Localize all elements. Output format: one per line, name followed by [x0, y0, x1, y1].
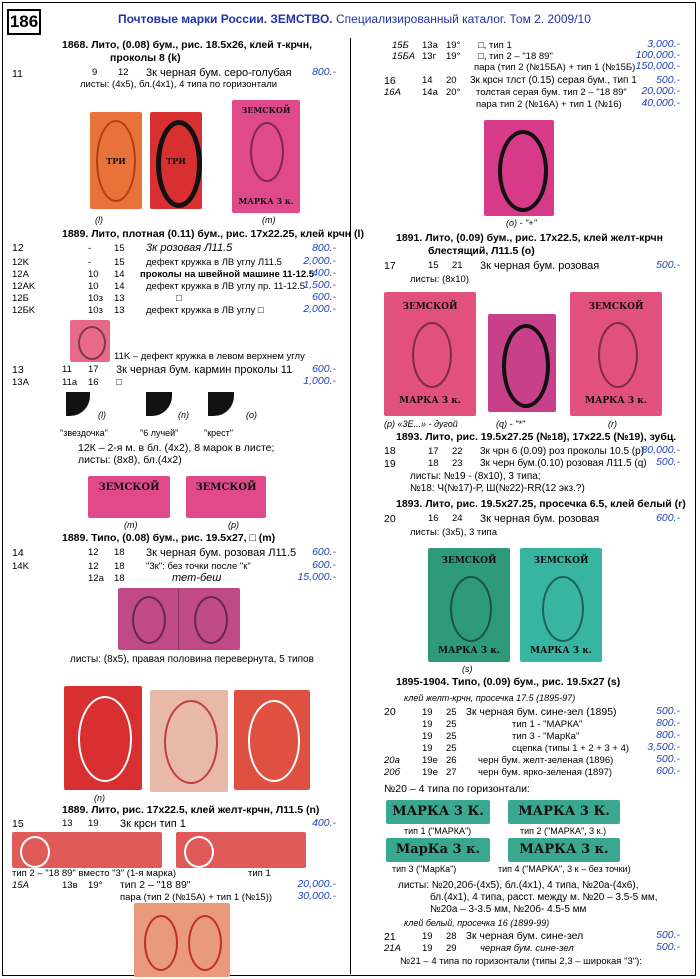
- row-b: 15: [114, 243, 125, 254]
- stamp-text: ТРИ: [166, 156, 186, 166]
- row-desc: черн бум. ярко-зеленая (1897): [478, 767, 613, 778]
- stamp-image: [570, 292, 662, 416]
- row-desc: черная бум. сине-зел: [480, 943, 574, 954]
- row-num: 12A: [12, 269, 29, 280]
- caption: (p) «3E...» - дугой: [384, 419, 458, 429]
- stamp-image: [90, 112, 142, 209]
- caption: "звездочка": [60, 428, 108, 438]
- row-a: 11a: [62, 377, 78, 388]
- row-b: 21: [452, 260, 463, 271]
- row-b: 14: [114, 269, 125, 280]
- stamp-image: [234, 690, 310, 790]
- row-price: 2,000.-: [303, 303, 336, 315]
- stamp-image: [384, 292, 476, 416]
- row-desc: 3к черная бум. розовая: [480, 260, 600, 272]
- stamp-text: МАРКА 3 к.: [585, 396, 647, 406]
- caption: (o): [246, 410, 257, 420]
- row-desc: пара (тип 2 (№15А) + тип 1 (№15)): [120, 892, 273, 903]
- row-a: 19: [422, 707, 433, 718]
- row-price: 20,000.-: [297, 878, 336, 890]
- row-price: 15,000.-: [297, 571, 336, 583]
- type-caption: тип 3 ("МарКа"): [392, 864, 457, 874]
- stamp-text: МАРКА 3 к.: [438, 646, 500, 656]
- row-a: 19: [422, 743, 433, 754]
- row-desc: 3к чрн 6 (0.09) роз проколы 10.5 (p): [480, 446, 645, 457]
- note-12k: 12К – 2-я м. в бл. (4x2), 8 марок в листе;: [78, 442, 275, 454]
- row-desc: черн бум. желт-зеленая (1896): [478, 755, 614, 766]
- row-b: 25: [446, 707, 457, 718]
- row-num: 18: [384, 445, 396, 457]
- note-18: №18: Ч(№17)-Р, Ш(№22)-RR(12 экз.?): [410, 483, 585, 494]
- row-a: 14a: [422, 87, 438, 98]
- row-desc: дефект кружка в ЛВ углу пр. 11-12.5: [146, 281, 306, 292]
- row-b: 19°: [446, 51, 461, 62]
- row-price: 500.-: [656, 753, 680, 765]
- row-num: 21A: [384, 943, 401, 954]
- row-desc: □, тип 1: [478, 40, 512, 51]
- row-b: 19°: [446, 40, 461, 51]
- row-desc: дефект кружка в ЛВ углу □: [146, 305, 264, 316]
- row-desc: тип 3 - "МарКа": [512, 731, 580, 742]
- type-label-image: [508, 800, 620, 824]
- cat-col-b: 12: [118, 67, 129, 78]
- type-label-text: МАРКА 3 К.: [518, 804, 610, 819]
- row-price: 30,000.-: [297, 890, 336, 902]
- row-num: 16A: [384, 87, 401, 98]
- caption: (m): [124, 520, 138, 530]
- heading-1889-c: 1889. Лито, рис. 17x22.5, клей желт-крчн, Л11.5 (n): [62, 804, 320, 816]
- row-price: 600.-: [312, 291, 336, 303]
- stamp-image: [150, 112, 202, 209]
- stamp-image: [64, 686, 142, 790]
- stamp-text: ЗЕМСКОЙ: [588, 302, 644, 312]
- row-a: 13г: [422, 51, 437, 62]
- row-desc: пара тип 2 (№16А) + тип 1 (№16): [476, 99, 622, 110]
- row-a: 12: [88, 561, 99, 572]
- row-a: 16: [428, 513, 439, 524]
- caption: (o) - "+": [506, 218, 537, 228]
- caption: (p): [228, 520, 239, 530]
- sub-heading-1895: клей желт-крчн, просечка 17.5 (1895-97): [404, 693, 576, 703]
- caption: (l): [95, 215, 103, 225]
- stamp-image: [428, 548, 510, 662]
- row-a: 11: [62, 364, 72, 375]
- row-price: 600.-: [312, 546, 336, 558]
- heading-1889-b: 1889. Типо, (0.08) бум., рис. 19.5x27, □ (m): [62, 532, 276, 544]
- row-desc: тип 1 - "МАРКА": [512, 719, 583, 730]
- row-a: 14: [422, 75, 433, 86]
- row-desc: сцепка (типы 1 + 2 + 3 + 4): [512, 743, 630, 754]
- note-sheets-17: листы: (8x10): [410, 274, 469, 285]
- row-b: 14: [114, 281, 125, 292]
- row-desc: 3к черная бум. розовая: [480, 513, 600, 525]
- row-price: 20,000.-: [641, 85, 680, 97]
- stamp-text: ЗЕМСКОЙ: [195, 482, 257, 493]
- note-sheets-20-a: листы: №20,20б-(4x5), бл.(4x1), 4 типа, №20а-(4x6),: [398, 880, 639, 891]
- row-num: 12: [12, 242, 24, 254]
- row-price: 500.-: [656, 705, 680, 717]
- caption: (n): [178, 410, 189, 420]
- page-header: [118, 12, 591, 26]
- row-price: 80,000.-: [641, 444, 680, 456]
- type-label-text: МарКа 3 к.: [395, 842, 481, 857]
- row-b: 25: [446, 719, 457, 730]
- heading-1868: 1868. Лито, (0.08) бум., рис. 18.5x26, клей т-крчн,: [62, 39, 313, 51]
- stamp-image: [232, 100, 300, 213]
- heading-1891-sub: блестящий, Л11.5 (o): [428, 245, 535, 257]
- stamp-strip-image: [176, 832, 306, 868]
- type-caption: тип 4 ("МАРКА", 3 к – без точки): [498, 864, 631, 874]
- note-type1: тип 1: [248, 868, 271, 879]
- row-desc: 3к черная бум. сине-зел: [466, 930, 584, 942]
- cat-price: 800.-: [312, 66, 336, 78]
- row-a: 12a: [88, 573, 104, 584]
- row-desc: тет-беш: [172, 572, 222, 584]
- row-a: 15: [428, 260, 439, 271]
- row-price: 2,000.-: [303, 255, 336, 267]
- row-desc: □: [176, 293, 182, 304]
- row-price: 3,000.-: [647, 38, 680, 50]
- stamp-image: [88, 476, 170, 518]
- row-price: 400.-: [312, 267, 336, 279]
- row-price: 40,000.-: [641, 97, 680, 109]
- row-b: 15: [114, 257, 125, 268]
- row-a: 19: [422, 931, 433, 942]
- row-b: 26: [446, 755, 457, 766]
- row-desc: пара (тип 2 (№15БA) + тип 1 (№15Б): [474, 62, 636, 73]
- row-num: 12K: [12, 257, 29, 268]
- stamp-text: ТРИ: [106, 156, 126, 166]
- caption: (s): [462, 664, 473, 674]
- row-desc: □: [116, 377, 122, 388]
- page-number: 186: [7, 9, 41, 35]
- row-a: 19: [422, 943, 433, 954]
- sub-heading-1899: клей белый, просечка 16 (1899-99): [404, 918, 550, 928]
- row-desc: дефект кружка в ЛВ углу Л11.5: [146, 257, 282, 268]
- row-a: 13a: [422, 40, 438, 51]
- stamp-image: [488, 314, 556, 412]
- caption: (q) - "*": [496, 419, 525, 429]
- row-price: 1,000.-: [303, 375, 336, 387]
- row-num: 20: [384, 706, 396, 718]
- row-b: 17: [88, 364, 99, 375]
- row-num: 15A: [12, 880, 29, 891]
- note-type2: тип 2 – "18 89" вместо "3" (1-я марка): [12, 868, 177, 879]
- row-a: 10: [88, 281, 99, 292]
- row-num: 20a: [384, 755, 400, 766]
- type-label-image: [386, 838, 490, 862]
- row-num: 15Б: [392, 40, 409, 51]
- heading-1891: 1891. Лито, (0.09) бум., рис. 17x22.5, клей желт-крчн: [396, 232, 663, 244]
- row-price: 800.-: [312, 242, 336, 254]
- stamp-text: МАРКА 3 к.: [399, 396, 461, 406]
- row-desc: "3к": без точки после "к": [146, 561, 251, 572]
- row-desc: 3к черная бум. розовая Л11.5: [146, 547, 297, 559]
- row-num: 14K: [12, 561, 29, 572]
- caption: (l): [98, 410, 106, 420]
- row-price: 500.-: [656, 929, 680, 941]
- row-b: 19: [88, 818, 99, 829]
- header-title: Почтовые марки России. ЗЕМСТВО.: [118, 12, 333, 26]
- row-b: 20°: [446, 87, 461, 98]
- row-price: 600.-: [312, 363, 336, 375]
- heading-1895: 1895-1904. Типо, (0.09) бум., рис. 19.5x27 (s): [396, 676, 621, 688]
- row-price: 500.-: [656, 74, 680, 86]
- stamp-pair-image: [134, 903, 230, 977]
- row-desc: тип 2 – "18 89": [120, 879, 191, 891]
- stamp-fragment-image: [70, 320, 110, 362]
- row-num: 14: [12, 547, 24, 559]
- row-price: 600.-: [312, 559, 336, 571]
- sheet-note: листы: (4x5), бл.(4x1), 4 типа по горизонтали: [80, 79, 278, 90]
- row-price: 600.-: [656, 512, 680, 524]
- row-num: 13: [12, 364, 24, 376]
- row-price: 800.-: [656, 729, 680, 741]
- row-a: 13: [62, 818, 73, 829]
- column-divider: [350, 38, 351, 974]
- row-a: 17: [428, 446, 439, 457]
- caption: "6 лучей": [140, 428, 179, 438]
- row-num: 20б: [384, 767, 400, 778]
- caption: (n): [94, 793, 105, 803]
- row-a: 10з: [88, 293, 103, 304]
- tete-beche-pair-image: [118, 588, 240, 650]
- row-price: 150,000.-: [635, 60, 680, 72]
- row-desc: 3к крсн тлст (0.15) серая бум., тип 1: [470, 75, 637, 86]
- row-b: 25: [446, 743, 457, 754]
- note-19: листы: №19 - (8x10), 3 типа;: [410, 471, 541, 482]
- heading-1889-a: 1889. Лито, плотная (0.11) бум., рис. 17x22.25, клей крчн (l): [62, 228, 364, 240]
- row-num: 21: [384, 931, 396, 943]
- stamp-text: ЗЕМСКОЙ: [402, 302, 458, 312]
- row-num: 12БK: [12, 305, 36, 316]
- caption: (r): [608, 419, 617, 429]
- row-price: 3,500.-: [647, 741, 680, 753]
- row-price: 400.-: [312, 817, 336, 829]
- stamp-text: МАРКА 3 к.: [530, 646, 592, 656]
- stamp-strip-image: [12, 832, 162, 868]
- row-desc: толстая серая бум. тип 2 – "18 89": [476, 87, 627, 98]
- row-b: 18: [114, 547, 125, 558]
- type-label-image: [508, 838, 620, 862]
- row-a: 10: [88, 269, 99, 280]
- row-price: 600.-: [656, 765, 680, 777]
- row-price: 500.-: [656, 941, 680, 953]
- heading-1868-sub: проколы 8 (k): [110, 52, 181, 64]
- row-a: -: [88, 257, 92, 268]
- row-desc: 3к крсн тип 1: [120, 818, 186, 830]
- stamp-text: ЗЕМСКОЙ: [98, 482, 160, 493]
- row-desc: □, тип 2 – "18 89": [478, 51, 553, 62]
- row-b: 20: [446, 75, 457, 86]
- row-b: 18: [114, 573, 125, 584]
- note-21: №21 – 4 типа по горизонтали (типы 2,3 – широкая "3"):: [400, 956, 642, 967]
- row-b: 22: [452, 446, 463, 457]
- row-a: 12: [88, 547, 99, 558]
- stamp-text: ЗЕМСКОЙ: [241, 105, 291, 115]
- type-label-text: МАРКА 3 К.: [392, 804, 484, 819]
- row-a: -: [88, 243, 92, 254]
- row-b: 27: [446, 767, 457, 778]
- row-price: 1,500.-: [303, 279, 336, 291]
- type-label-text: МАРКА 3 к.: [519, 842, 609, 857]
- note-sheets-20: листы: (3x5), 3 типа: [410, 527, 497, 538]
- note-sheets-20-b: бл.(4x1), 4 типа, расст. между м. №20 – 3.5-5 мм,: [430, 892, 658, 903]
- row-a: 19e: [422, 755, 438, 766]
- row-num: 13A: [12, 377, 29, 388]
- row-b: 13: [114, 305, 125, 316]
- row-price: 500.-: [656, 456, 680, 468]
- row-num: 15: [12, 818, 24, 830]
- heading-1893-b: 1893. Лито, рис. 19.5x27.25, просечка 6.5, клей белый (r): [396, 498, 686, 510]
- row-desc: 3к розовая Л11.5: [146, 242, 233, 254]
- note-sheets-14: листы: (8x5), правая половина перевернута, 5 типов: [70, 654, 314, 665]
- row-num: 16: [384, 75, 396, 87]
- caption: "крест": [204, 428, 233, 438]
- row-b: 19°: [88, 880, 103, 891]
- stamp-image: [484, 120, 554, 216]
- row-b: 16: [88, 377, 99, 388]
- row-desc: проколы на швейной машине 11-12.5: [140, 269, 315, 280]
- row-num: 17: [384, 260, 396, 272]
- row-price: 500.-: [656, 259, 680, 271]
- cat-description: 3к черная бум. серо-голубая: [146, 67, 292, 79]
- row-b: 29: [446, 943, 457, 954]
- cat-col-a: 9: [92, 67, 98, 78]
- row-desc: 3к черн бум.(0.10) розовая Л11.5 (q): [480, 458, 647, 469]
- heading-1893-a: 1893. Лито, рис. 19.5x27.25 (№18), 17x22.5 (№19), зубц.: [396, 431, 677, 443]
- stamp-text: ЗЕМСКОЙ: [441, 556, 497, 566]
- note-20-types: №20 – 4 типа по горизонтали:: [384, 783, 530, 795]
- row-b: 24: [452, 513, 463, 524]
- row-price: 100,000.-: [635, 49, 680, 61]
- row-num: 12Б: [12, 293, 29, 304]
- type-caption: тип 1 ("МАРКА"): [404, 826, 472, 836]
- row-a: 18: [428, 458, 439, 469]
- caption: (m): [262, 215, 276, 225]
- note-12k-sheets: листы: (8x8), бл.(4x2): [78, 454, 182, 466]
- stamp-text: МАРКА 3 к.: [238, 196, 294, 206]
- row-desc: 3к черная бум. кармин проколы 11: [116, 364, 293, 376]
- row-num: 15БA: [392, 51, 416, 62]
- row-price: 800.-: [656, 717, 680, 729]
- stamp-image: [150, 690, 228, 792]
- row-b: 28: [446, 931, 457, 942]
- row-b: 18: [114, 561, 125, 572]
- note-sheets-20-c: №20а – 3-3.5 мм, №20б- 4.5-5 мм: [430, 904, 587, 915]
- row-a: 19: [422, 719, 433, 730]
- row-a: 10з: [88, 305, 103, 316]
- header-subtitle: Специализированный каталог. Том 2. 2009/10: [335, 12, 591, 26]
- cat-number: 11: [12, 68, 23, 80]
- row-num: 19: [384, 458, 396, 470]
- note-11k: 11K – дефект кружка в левом верхнем углу: [114, 351, 305, 362]
- row-b: 23: [452, 458, 463, 469]
- stamp-image: [520, 548, 602, 662]
- row-num: 20: [384, 513, 396, 525]
- row-a: 13в: [62, 880, 78, 891]
- row-num: 12AK: [12, 281, 36, 292]
- row-desc: 3к черная бум. сине-зел (1895): [466, 706, 617, 718]
- stamp-text: ЗЕМСКОЙ: [533, 556, 589, 566]
- row-b: 25: [446, 731, 457, 742]
- type-label-image: [386, 800, 490, 824]
- stamp-image: [186, 476, 266, 518]
- row-b: 13: [114, 293, 125, 304]
- row-a: 19e: [422, 767, 438, 778]
- type-caption: тип 2 ("МАРКА", 3 к.): [520, 826, 607, 836]
- row-a: 19: [422, 731, 433, 742]
